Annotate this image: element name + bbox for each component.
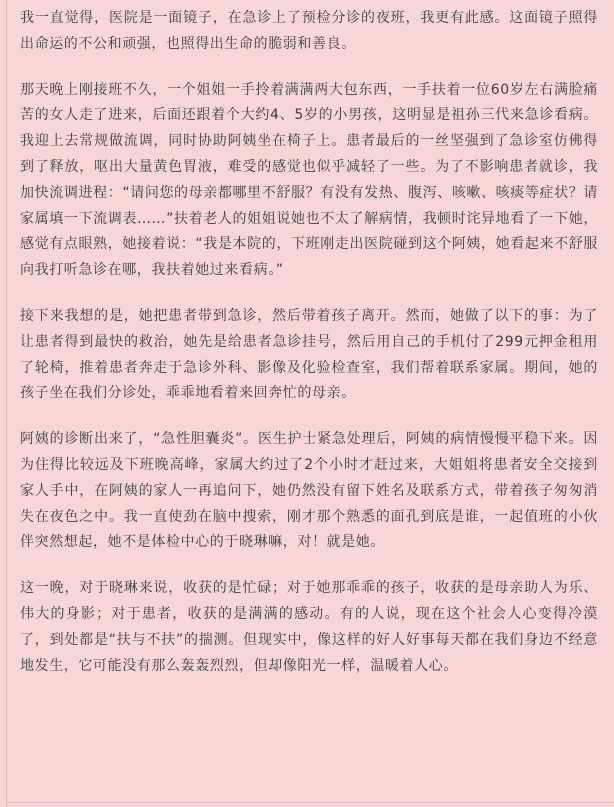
paragraph-intro: 我一直觉得，医院是一面镜子，在急诊上了预检分诊的夜班，我更有此感。这面镜子照得出命运的不公和顽强，也照得出生命的脆弱和善良。 (20, 10, 598, 52)
paragraph-diagnosis: 阿姨的诊断出来了，“急性胆囊炎”。医生护士紧急处理后，阿姨的病情慢慢平稳下来。因为住得比较远及下班晚高峰，家属大约过了2个小时才赶过来，大姐姐将患者安全交接到家人手中，在阿姨的家人一再追问下，她仍然没有留下姓名及联系方式，带着孩子匆匆消失在夜色之中。我一直使劲在脑中搜索，刚才那个熟悉的面孔到底是谁，一起值班的小伙伴突然想起，她不是体检中心的于晓琳嘛，对！就是她。 (20, 431, 598, 551)
paragraph-conclusion: 这一晚，对于晓琳来说，收获的是忙碌；对于她那乖乖的孩子，收获的是母亲助人为乐、伟大的身影；对于患者，收获的是满满的感动。有的人说，现在这个社会人心变得冷漠了，到处都是“扶与不扶”的揣测。但现实中，像这样的好人好事每天都在我们身边不经意地发生，它可能没有那么轰轰烈烈，但却像阳光一样，温暖着人心。 (20, 580, 598, 674)
paragraph-helping: 接下来我想的是，她把患者带到急诊，然后带着孩子离开。然而，她做了以下的事：为了让患者得到最快的救治，她先是给患者急诊挂号，然后用自己的手机付了299元押金租用了轮椅，推着患者奔走于急诊外科、影像及化验检查室，我们帮着联系家属。期间，她的孩子坐在我们分诊处，乖乖地看着来回奔忙的母亲。 (20, 307, 598, 402)
left-border-line (6, 0, 7, 807)
paragraph-arrival: 那天晚上刚接班不久，一个姐姐一手拎着满满两大包东西，一手扶着一位60岁左右满脸痛苦的女人走了进来，后面还跟着个大约4、5岁的小男孩，这明显是祖孙三代来急诊看病。我迎上去常规做流调，同时协助阿姨坐在椅子上。患者最后的一丝坚强到了急诊室仿佛得到了释放，呕出大量黄色胃液，难受的感觉也似乎减轻了一些。为了不影响患者就诊，我加快流调进程：“请问您的母亲都哪里不舒服？有没有发热、腹泻、咳嗽、咳痰等症状？请家属填一下流调表……”扶着老人的姐姐说她也不太了解病情，我顿时诧异地看了一下她，感觉有点眼熟，她接着说：“我是本院的，下班刚走出医院碰到这个阿姨，她看起来不舒服向我打听急诊在哪，我扶着她过来看病。” (20, 81, 598, 279)
bottom-border-line (6, 802, 614, 803)
